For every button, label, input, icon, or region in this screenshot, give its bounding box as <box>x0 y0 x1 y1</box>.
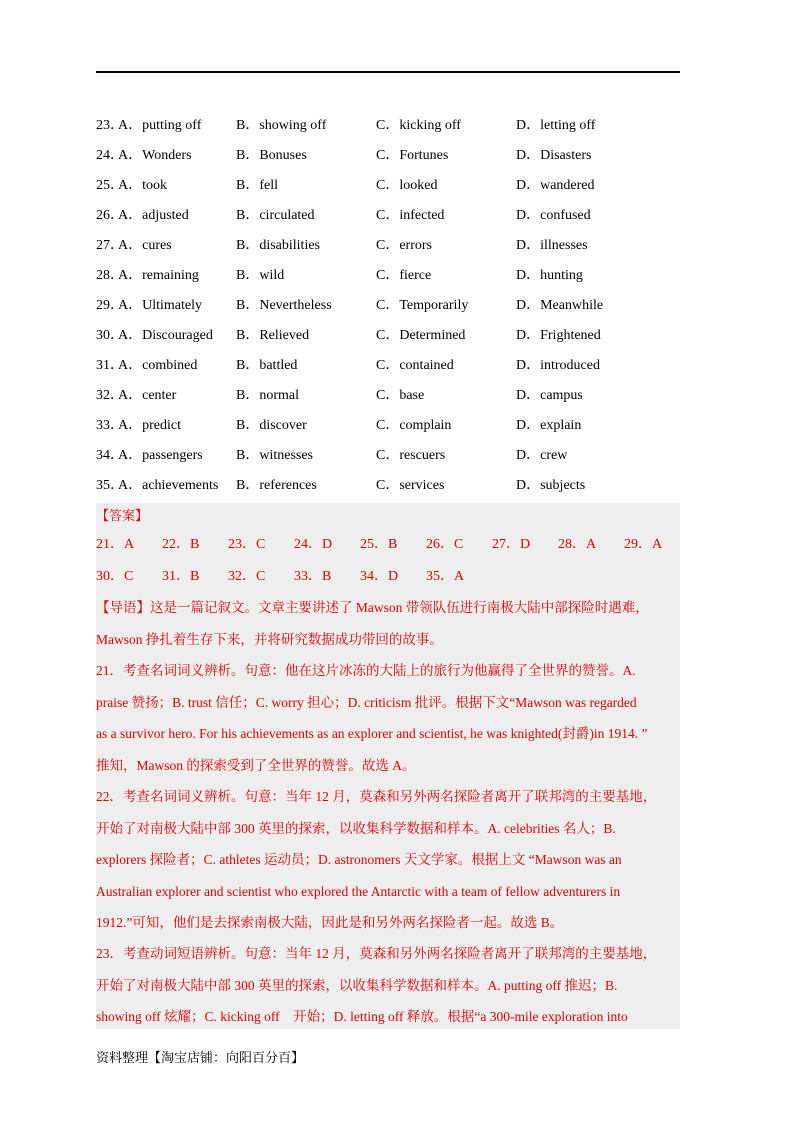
question-number: 28． <box>96 268 124 283</box>
text-line: 开始了对南极大陆中部 300 英里的探索，以收集科学数据和样本。A. celebrities 名人；B. <box>96 820 616 836</box>
option-b: B．witnesses <box>236 448 313 463</box>
answer-item: 33．B <box>294 569 332 584</box>
question-number: 27． <box>96 238 124 253</box>
option-d: D．subjects <box>516 478 586 493</box>
answer-item: 32．C <box>228 569 266 584</box>
explanation-22 <box>96 785 680 943</box>
option-c: C．errors <box>376 238 432 253</box>
text-line: 【导语】这是一篇记叙文。文章主要讲述了 Mawson 带领队伍进行南极大陆中部探险时遇难， <box>96 600 649 615</box>
option-c: C．infected <box>376 208 445 223</box>
option-b: B．discover <box>236 418 307 433</box>
question-number: 29． <box>96 298 124 313</box>
option-row-23 <box>96 114 686 144</box>
option-b: B．fell <box>236 178 278 193</box>
option-a: A．adjusted <box>118 208 189 223</box>
option-c: C．services <box>376 478 445 493</box>
options-list <box>96 114 686 504</box>
option-d: D．campus <box>516 388 583 403</box>
answer-item: 26．C <box>426 537 464 552</box>
option-d: D．Meanwhile <box>516 298 604 313</box>
text-line: praise 赞扬；B. trust 信任；C. worry 担心；D. criticism 批评。根据下文“Mawson was regarded <box>96 694 637 710</box>
answer-item: 29．A <box>624 537 663 552</box>
text-line: showing off 炫耀；C. kicking off 开始；D. letting off 释放。根据“a 300-mile exploration into <box>96 1009 628 1024</box>
question-number: 35． <box>96 478 124 493</box>
option-row-31 <box>96 354 686 384</box>
option-row-33 <box>96 414 686 444</box>
option-c: C．fierce <box>376 268 432 283</box>
question-number: 24． <box>96 148 124 163</box>
answer-item: 23．C <box>228 537 266 552</box>
page-footer: 资料整理【淘宝店铺：向阳百分百】 <box>96 1051 305 1066</box>
text-line: 1912.”可知，他们是去探索南极大陆，因此是和另外两名探险者一起。故选 B。 <box>96 915 564 930</box>
option-b: B．circulated <box>236 208 315 223</box>
answer-item: 21．A <box>96 537 135 552</box>
option-d: D．introduced <box>516 358 600 373</box>
option-b: B．wild <box>236 268 285 283</box>
option-c: C．looked <box>376 178 438 193</box>
option-c: C．Temporarily <box>376 298 469 313</box>
text-line: 23．考查动词短语辨析。句意：当年 12 月，莫森和另外两名探险者离开了联邦湾的主要基地， <box>96 946 657 961</box>
answer-item: 28．A <box>558 537 597 552</box>
option-a: A．Ultimately <box>118 298 202 313</box>
answer-item: 35．A <box>426 569 465 584</box>
option-d: D．confused <box>516 208 591 223</box>
question-number: 26． <box>96 208 124 223</box>
option-a: A．putting off <box>118 118 202 133</box>
option-row-24 <box>96 144 686 174</box>
question-number: 34． <box>96 448 124 463</box>
option-c: C．Determined <box>376 328 466 343</box>
option-a: A．took <box>118 178 167 193</box>
question-number: 33． <box>96 418 124 433</box>
option-b: B．Relieved <box>236 328 310 343</box>
option-c: C．rescuers <box>376 448 446 463</box>
text-line: 开始了对南极大陆中部 300 英里的探索，以收集科学数据和样本。A. putting off 推迟；B. <box>96 977 618 993</box>
option-d: D．letting off <box>516 118 596 133</box>
question-number: 25． <box>96 178 124 193</box>
option-c: C．base <box>376 388 425 403</box>
option-row-25 <box>96 174 686 204</box>
option-a: A．center <box>118 388 177 403</box>
text-line: explorers 探险者；C. athletes 运动员；D. astronomers 天文学家。根据上文 “Mawson was an <box>96 852 622 867</box>
option-b: B．Nevertheless <box>236 298 332 313</box>
option-c: C．complain <box>376 418 452 433</box>
answer-item: 31．B <box>162 569 200 584</box>
answer-section <box>96 503 680 1029</box>
option-d: D．illnesses <box>516 238 588 253</box>
option-row-28 <box>96 264 686 294</box>
answer-key-row-1 <box>96 533 680 557</box>
header-rule <box>96 71 680 73</box>
option-c: C．contained <box>376 358 454 373</box>
option-d: D．explain <box>516 418 582 433</box>
option-b: B．showing off <box>236 118 327 133</box>
question-number: 31． <box>96 358 124 373</box>
option-a: A．remaining <box>118 268 199 283</box>
option-a: A．passengers <box>118 448 203 463</box>
text-line: as a survivor hero. For his achievements as an explorer and scientist, he was knighted(封爵)in 1914. ” <box>96 726 648 741</box>
option-d: D．wandered <box>516 178 595 193</box>
answer-item: 30．C <box>96 569 134 584</box>
question-number: 23． <box>96 118 124 133</box>
option-row-26 <box>96 204 686 234</box>
question-number: 32． <box>96 388 124 403</box>
answer-item: 25．B <box>360 537 398 552</box>
option-b: B．disabilities <box>236 238 320 253</box>
option-a: A．cures <box>118 238 172 253</box>
option-row-34 <box>96 444 686 474</box>
option-b: B．normal <box>236 388 299 403</box>
option-d: D．hunting <box>516 268 583 283</box>
answer-item: 22．B <box>162 537 200 552</box>
option-a: A．achievements <box>118 478 219 493</box>
text-line: Australian explorer and scientist who explored the Antarctic with a team of fellow adventurers in <box>96 883 621 899</box>
option-row-29 <box>96 294 686 324</box>
option-c: C．kicking off <box>376 118 461 133</box>
option-b: B．Bonuses <box>236 148 307 163</box>
option-row-35 <box>96 474 686 504</box>
option-a: A．Wonders <box>118 148 192 163</box>
option-d: D．Frightened <box>516 328 601 343</box>
answer-item: 24．D <box>294 537 333 552</box>
option-row-30 <box>96 324 686 354</box>
option-a: A．combined <box>118 358 198 373</box>
option-b: B．references <box>236 478 317 493</box>
answer-item: 34．D <box>360 569 399 584</box>
option-a: A．predict <box>118 418 181 433</box>
answer-heading: 【答案】 <box>96 509 149 524</box>
option-d: D．crew <box>516 448 568 463</box>
option-row-32 <box>96 384 686 414</box>
answer-item: 27．D <box>492 537 531 552</box>
option-c: C．Fortunes <box>376 148 449 163</box>
guide-paragraph <box>96 596 680 659</box>
answer-key-row-2 <box>96 565 680 589</box>
explanation-21 <box>96 659 680 785</box>
option-b: B．battled <box>236 358 298 373</box>
question-number: 30． <box>96 328 124 343</box>
option-row-27 <box>96 234 686 264</box>
explanation-23 <box>96 942 680 1037</box>
text-line: Mawson 挣扎着生存下来，并将研究数据成功带回的故事。 <box>96 631 443 647</box>
text-line: 22．考查名词词义辨析。句意：当年 12 月，莫森和另外两名探险者离开了联邦湾的主要基地， <box>96 789 657 804</box>
text-line: 21．考查名词词义辨析。句意：他在这片冰冻的大陆上的旅行为他赢得了全世界的赞誉。A. <box>96 663 636 678</box>
option-d: D．Disasters <box>516 148 592 163</box>
text-line: 推知，Mawson 的探索受到了全世界的赞誉。故选 A。 <box>96 757 416 773</box>
option-a: A．Discouraged <box>118 328 213 343</box>
